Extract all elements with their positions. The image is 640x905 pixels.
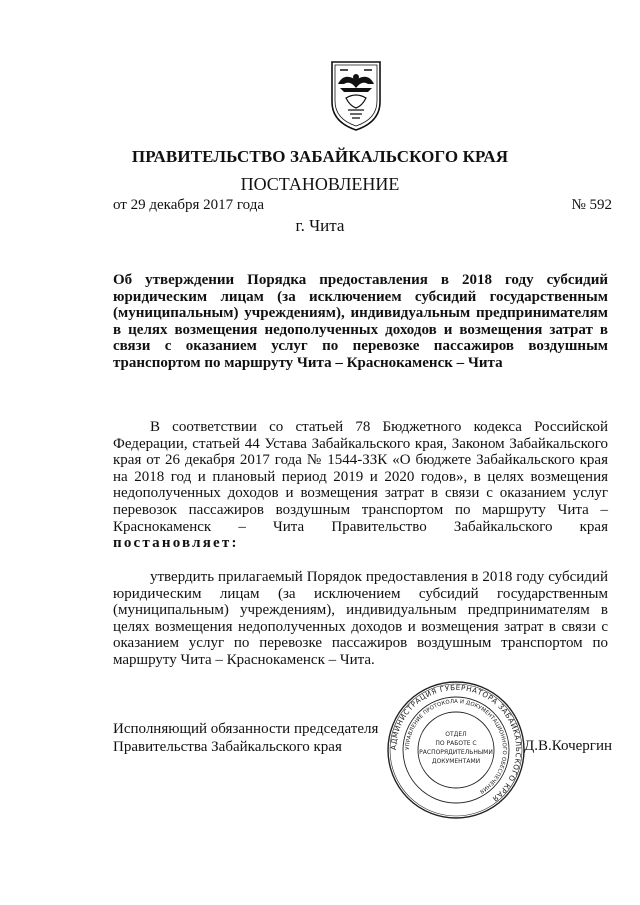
resolution-line: юридическим лицам (за исключением субсидий государственным [113, 585, 608, 602]
preamble-line: Краснокаменск – Чита Правительство Забайкальского края [113, 518, 608, 535]
preamble-line: перевозок пассажиров воздушным транспортом по маршруту Чита – [113, 501, 608, 518]
preamble-line: недополученных доходов и возмещения затрат в связи с оказанием услуг [113, 485, 608, 502]
official-stamp [386, 680, 526, 820]
stamp-center-line: ПО РАБОТЕ С [435, 740, 477, 747]
signatory-position [113, 720, 378, 756]
document-type: ПОСТАНОВЛЕНИЕ [240, 174, 400, 194]
title-line: (муниципальным) учреждениям), индивидуальным предпринимателям [113, 305, 608, 322]
title-line: в целях возмещения недополученных доходов и возмещения затрат в [113, 321, 608, 338]
resolution-line: оказанием услуг по перевозке пассажиров воздушным транспортом по [113, 635, 608, 652]
signatory-position-line: Исполняющий обязанности председателя [113, 721, 379, 737]
resolution-line: утвердить прилагаемый Порядок предоставления в 2018 году субсидий [150, 569, 608, 585]
signatory-name: Д.В.Кочергин [523, 738, 612, 754]
title-line: юридическим лицам (за исключением субсидий государственным [113, 288, 608, 305]
resolution-paragraph [113, 569, 608, 669]
city: г. Чита [295, 216, 345, 235]
stamp-outer-text: АДМИНИСТРАЦИЯ ГУБЕРНАТОРА ЗАБАЙКАЛЬСКОГО КРАЯ [388, 682, 524, 804]
stamp-middle-text: УПРАВЛЕНИЕ ПРОТОКОЛА И ДОКУМЕНТАЦИОННОГО ОБЕСПЕЧЕНИЯ [404, 698, 508, 795]
government-name: ПРАВИТЕЛЬСТВО ЗАБАЙКАЛЬСКОГО КРАЯ [131, 147, 509, 166]
coat-of-arms-icon [328, 58, 384, 132]
title-line: транспортом по маршруту Чита – Краснокаменск – Чита [113, 354, 503, 371]
document-number: № 592 [571, 197, 612, 213]
title-line: связи с оказанием услуг по перевозке пассажиров воздушным [113, 338, 608, 355]
preamble-paragraph [113, 419, 608, 552]
title-line: Об утверждении Порядка предоставления в 2018 году субсидий [113, 272, 608, 288]
document-date: от 29 декабря 2017 года [113, 197, 265, 213]
preamble-line: края от 26 декабря 2017 года № 1544-ЗЗК «О бюджете Забайкальского края [113, 452, 608, 469]
stamp-center-line: ОТДЕЛ [445, 731, 467, 738]
preamble-line: на 2018 год и плановый период 2019 и 2020 годов», в целях возмещения [113, 468, 608, 485]
resolution-line: целях возмещения недополученных доходов и возмещения затрат в связи с [113, 618, 608, 635]
preamble-line: В соответствии со статьей 78 Бюджетного кодекса Российской [150, 419, 608, 435]
preamble-line: Федерации, статьей 44 Устава Забайкальского края, Законом Забайкальского [113, 435, 608, 452]
document-title [113, 272, 608, 372]
signatory-position-line: Правительства Забайкальского края [113, 739, 342, 755]
resolution-line: маршруту Чита – Краснокаменск – Чита. [113, 651, 375, 668]
resolution-line: (муниципальным) учреждениям), индивидуальным предпринимателям в [113, 602, 608, 619]
decree-word: постановляет: [113, 535, 239, 552]
stamp-center-line: ДОКУМЕНТАМИ [431, 758, 481, 765]
stamp-center-line: РАСПОРЯДИТЕЛЬНЫМИ [419, 749, 493, 756]
